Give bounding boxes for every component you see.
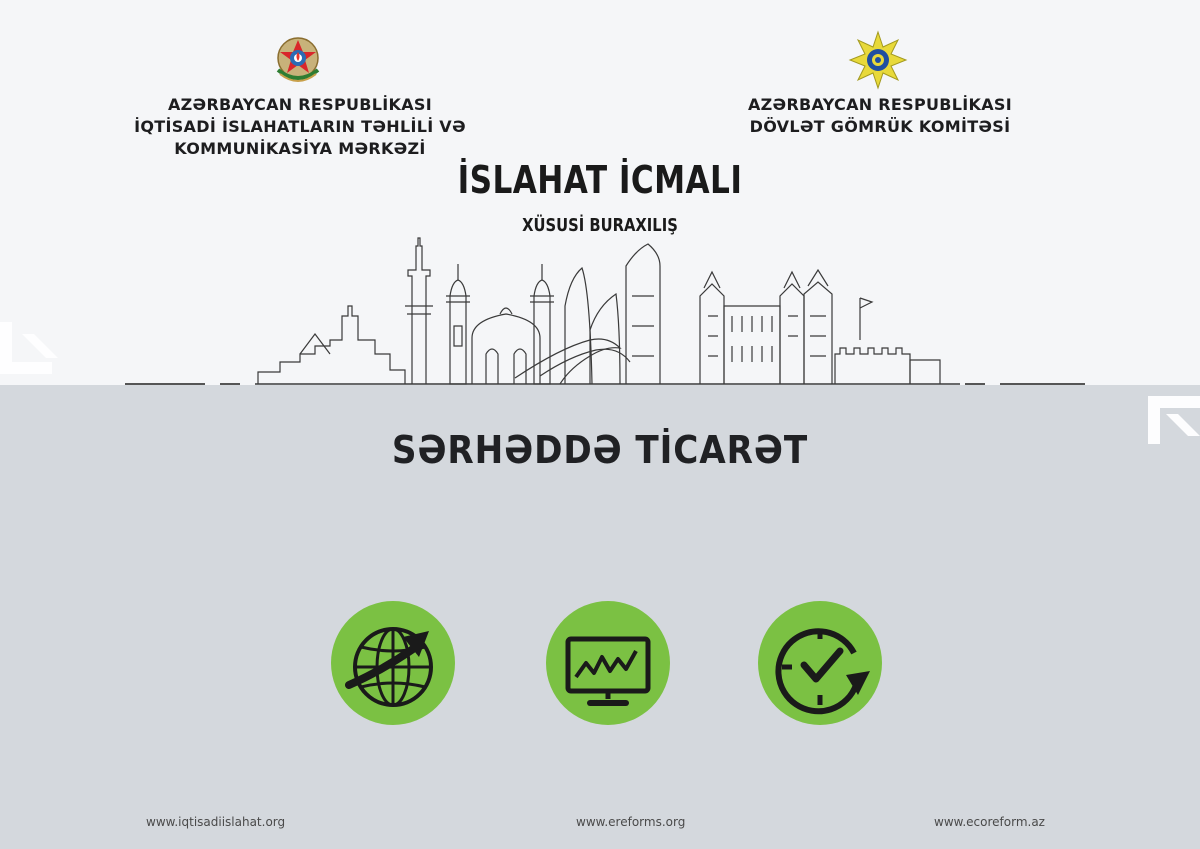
- azerbaijan-state-emblem-icon: [268, 30, 328, 90]
- left-org-line-3: KOMMUNİKASİYA MƏRKƏZİ: [174, 139, 426, 158]
- right-organization-name: [720, 94, 1040, 138]
- footer-link-ecoreform[interactable]: www.ecoreform.az: [934, 815, 1045, 829]
- clock-checkmark-icon: [758, 601, 882, 725]
- monitor-chart-badge: [546, 601, 670, 725]
- left-corner-chevron-icon: [0, 322, 62, 382]
- right-org-line-1: AZƏRBAYCAN RESPUBLİKASI: [747, 95, 1013, 114]
- clock-checkmark-badge: [758, 601, 882, 725]
- globe-growth-arrow-icon: [331, 601, 455, 725]
- right-corner-chevron-icon: [1144, 386, 1200, 444]
- footer-link-ereforms[interactable]: www.ereforms.org: [576, 815, 686, 829]
- footer-link-iqtisadiislahat[interactable]: www.iqtisadiislahat.org: [146, 815, 286, 829]
- left-org-line-1: AZƏRBAYCAN RESPUBLİKASI: [167, 95, 433, 114]
- section-heading: SƏRHƏDDƏ TİCARƏT: [391, 428, 809, 472]
- customs-committee-star-emblem-icon: [848, 30, 908, 90]
- publication-title: İSLAHAT İCMALI: [457, 158, 743, 202]
- baku-skyline-illustration: [120, 236, 1090, 388]
- left-organization-name: [130, 94, 470, 160]
- globe-growth-arrow-badge: [331, 601, 455, 725]
- publication-subtitle: XÜSUSİ BURAXILIŞ: [522, 215, 678, 236]
- right-org-line-2: DÖVLƏT GÖMRÜK KOMİTƏSİ: [749, 117, 1011, 136]
- monitor-chart-icon: [546, 601, 670, 725]
- left-org-line-2: İQTİSADİ İSLAHATLARIN TƏHLİLİ VƏ: [134, 117, 466, 136]
